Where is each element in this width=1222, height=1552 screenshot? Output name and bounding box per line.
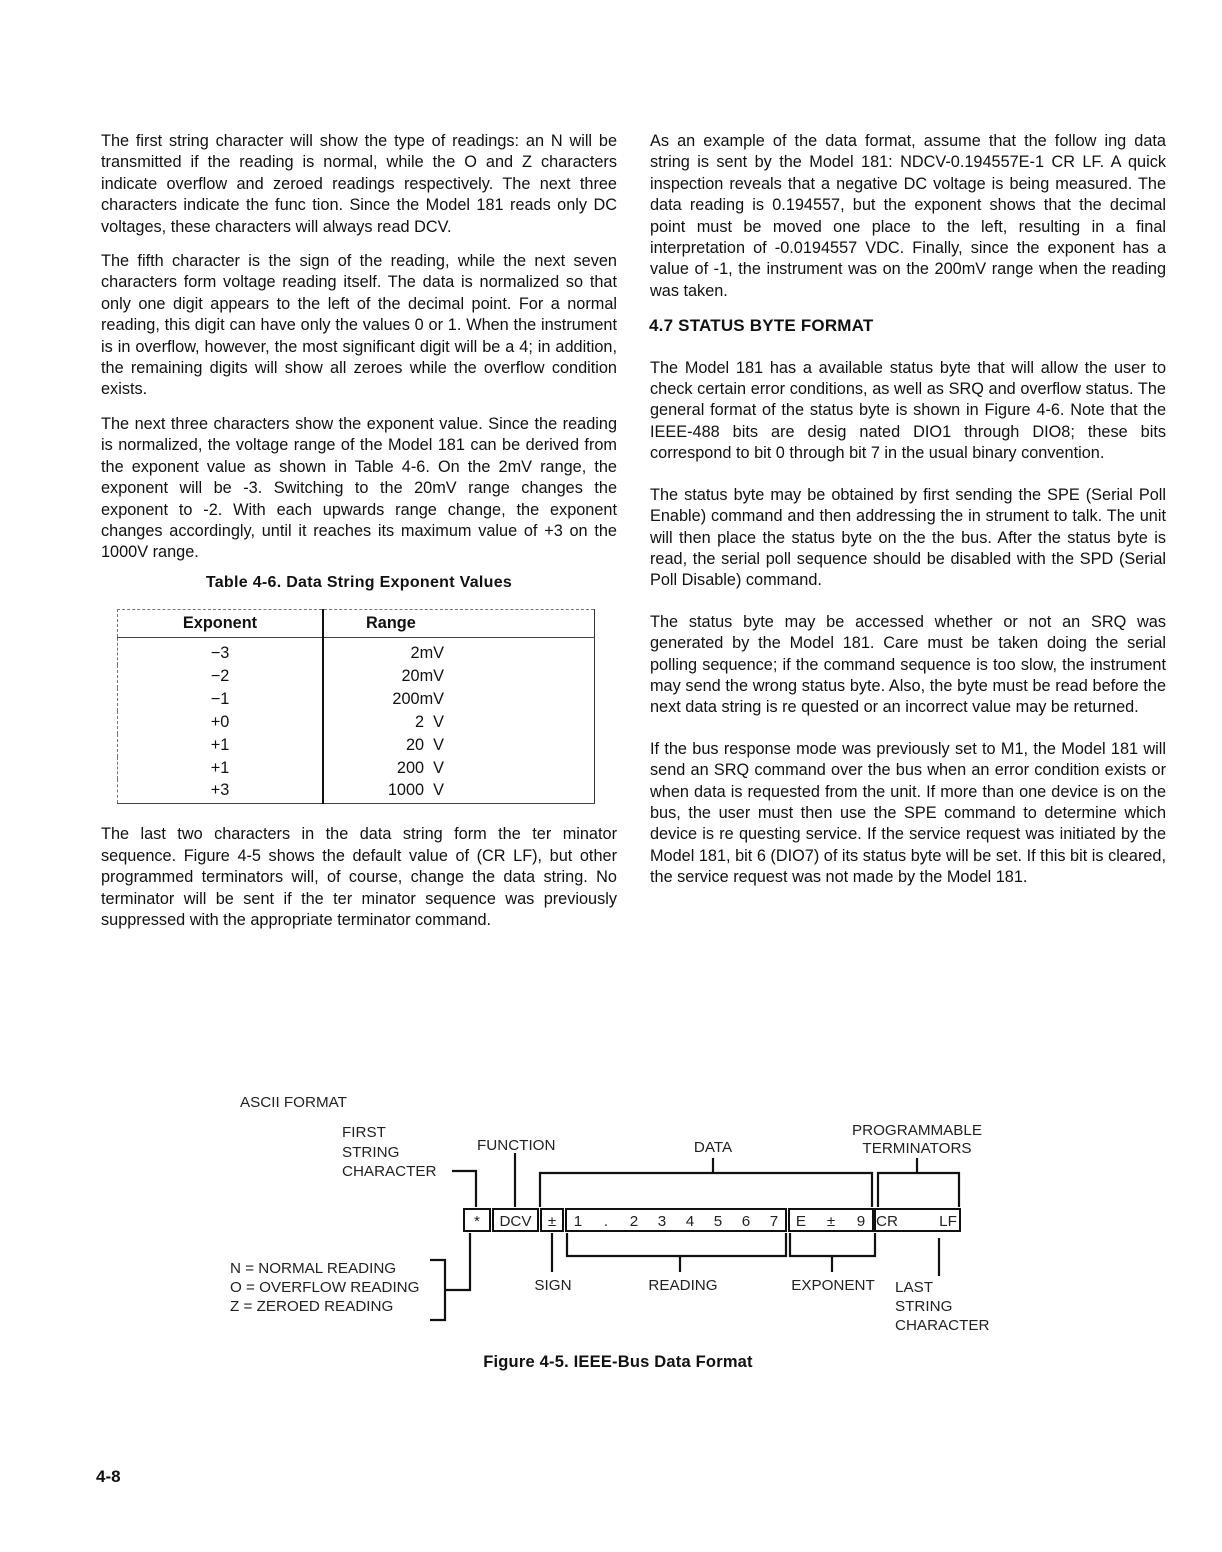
data-string-char: ±	[547, 1213, 557, 1230]
reading-label: READING	[648, 1277, 718, 1294]
range-value: 20 V	[405, 735, 444, 754]
paragraph-sign-and-reading: The fifth character is the sign of the reading, while the next seven characters form voltage reading itself. The data is normalized so that only one digit appears to the left of the decimal point. For a normal reading, this digit can have only the values 0 or 1. When the instrument is in overflow, however, the most significant digit will be a 4; in addition, the remaining digits will show all zeroes while the overflow condition exists.	[101, 252, 617, 399]
paragraph-first-string-character: The first string character will show the type of readings: an N will be transmitted if the reading is normal, while the O and Z characters indicate overflow and zeroed readings respectively. The next three characters indicate the func tion. Since the Model 181 reads only DC voltages, these characters will always read DCV.	[101, 132, 617, 236]
terminator-bracket-line	[878, 1173, 959, 1207]
first-string-character-label: CHARACTER	[342, 1163, 437, 1180]
range-value: 2mV	[410, 644, 444, 663]
section-heading-status-byte: 4.7 STATUS BYTE FORMAT	[649, 316, 874, 336]
legend-bracket-line	[430, 1260, 445, 1320]
exponent-label: EXPONENT	[791, 1277, 875, 1294]
table-row	[118, 711, 595, 734]
table-row	[118, 688, 595, 711]
paragraph-terminator: The last two characters in the data string form the ter minator sequence. Figure 4-5 shows the default value of (CR LF), but other programmed terminators will, of course, change the data string. No terminator will be sent if the ter minator sequence was previously suppressed with the appropriate terminator command.	[101, 825, 617, 929]
last-string-character-label: STRING	[895, 1298, 953, 1315]
range-cell	[323, 779, 595, 803]
data-format-figure	[0, 1080, 1222, 1400]
exponent-bracket-line	[790, 1233, 875, 1256]
function-label: FUNCTION	[477, 1137, 556, 1154]
data-string-char: 1	[573, 1213, 583, 1230]
reading-type-legend-item: N = NORMAL READING	[230, 1260, 397, 1277]
sign-label: SIGN	[534, 1277, 572, 1294]
left-column	[101, 131, 617, 946]
data-string-char: 9	[856, 1213, 866, 1230]
data-string-char: 2	[629, 1213, 639, 1230]
paragraph-example: As an example of the data format, assume that the follow ing data string is sent by the Model 181: NDCV-0.194557E-1 CR LF. A quick inspection reveals that a negative DC voltage is being measured. The data reading is 0.194557, but the exponent shows that the decimal point must be moved one place to the left, resulting in a final interpretation of -0.0194557 VDC. Finally, since the exponent has a value of -1, the instrument was on the 200mV range when the reading was taken.	[650, 132, 1166, 300]
column-header-range: Range	[323, 610, 595, 638]
data-string-char: 7	[769, 1213, 779, 1230]
range-value: 20mV	[401, 666, 444, 685]
exponent-cell: +1	[118, 757, 324, 780]
exponent-cell: −3	[118, 638, 324, 665]
data-string-char: DCV	[499, 1213, 532, 1230]
range-value: 200 V	[396, 758, 444, 777]
data-string-char: 3	[657, 1213, 667, 1230]
table-row	[118, 779, 595, 803]
ascii-format-label: ASCII FORMAT	[240, 1094, 347, 1111]
last-string-character-label: LAST	[895, 1279, 933, 1296]
right-column	[650, 131, 1166, 904]
exponent-cell: −2	[118, 665, 324, 688]
data-string-char: 6	[741, 1213, 751, 1230]
table-header-row	[118, 610, 595, 638]
reading-bracket-line	[567, 1233, 786, 1256]
data-bracket-line	[540, 1173, 872, 1207]
column-header-exponent: Exponent	[118, 610, 324, 638]
paragraph-serial-poll: The status byte may be obtained by first sending the SPE (Serial Poll Enable) command and then addressing the in strument to talk. The unit will then place the status byte on the the bus. After the status byte is read, the serial poll sequence should be disabled with the SPD (Serial Poll Disable) command.	[650, 485, 1166, 590]
first-string-character-label: STRING	[342, 1144, 400, 1161]
paragraph-srq-mode: If the bus response mode was previously set to M1, the Model 181 will send an SRQ command over the bus when an error condition exists or when data is requested from the unit. If more than one device is on the bus, the user must then use the SPE command to determine which device is re questing service. If the service request was initiated by the Model 181, bit 6 (DIO7) of its status byte will be set. If this bit is cleared, the service request was not made by the Model 181.	[650, 739, 1166, 887]
page-number: 4-8	[96, 1467, 121, 1486]
data-string-char: *	[474, 1213, 480, 1230]
programmable-terminators-label: TERMINATORS	[862, 1140, 972, 1157]
range-cell	[323, 638, 595, 665]
table-title: Table 4-6. Data String Exponent Values	[205, 573, 513, 591]
paragraph-status-access: The status byte may be accessed whether or not an SRQ was generated by the Model 181. Care must be taken doing the serial polling sequence; if the command sequence is too slow, the instrument may send the wrong status byte. Also, the byte must be read before the next data string is re quested or an incorrect value may be returned.	[650, 612, 1166, 717]
table-row	[118, 638, 595, 665]
data-string-char: LF	[939, 1213, 957, 1230]
exponent-cell: +0	[118, 711, 324, 734]
data-string-char: E	[795, 1213, 807, 1230]
figure-caption: Figure 4-5. IEEE-Bus Data Format	[483, 1353, 753, 1371]
range-value: 1000 V	[387, 781, 444, 800]
exponent-cell: +1	[118, 734, 324, 757]
data-string-char: ±	[826, 1213, 836, 1230]
figure-connector-lines	[430, 1153, 959, 1320]
paragraph-status-byte-intro: The Model 181 has a available status byte that will allow the user to check certain error conditions, as well as SRQ and overflow status. The general format of the status byte is shown in Figure 4-6. Note that the IEEE-488 bits are desig nated DIO1 through DIO8; these bits correspond to bit 0 through bit 7 in the usual binary convention.	[650, 358, 1166, 463]
data-string-char: 5	[713, 1213, 723, 1230]
exponent-cell: +3	[118, 779, 324, 803]
range-cell	[323, 711, 595, 734]
table-body	[118, 638, 595, 804]
range-cell	[323, 688, 595, 711]
range-cell	[323, 665, 595, 688]
paragraph-exponent: The next three characters show the exponent value. Since the reading is normalized, the voltage range of the Model 181 can be derived from the exponent value as shown in Table 4-6. On the 2mV range, the exponent will be -3. Switching to the 20mV range changes the exponent to -2. With each upwards range change, the exponent changes accordingly, until it reaches its maximum value of +3 on the 1000V range.	[101, 414, 617, 562]
first-char-leader-line	[452, 1171, 476, 1207]
legend-leader-line	[445, 1233, 470, 1290]
reading-cell	[566, 1209, 786, 1231]
data-string-char: CR	[876, 1213, 898, 1230]
table-row	[118, 757, 595, 780]
range-cell	[323, 734, 595, 757]
range-value: 200mV	[392, 689, 444, 708]
reading-type-legend-item: Z = ZEROED READING	[230, 1298, 394, 1315]
data-string-char: 4	[685, 1213, 695, 1230]
table-row	[118, 734, 595, 757]
exponent-table	[117, 609, 595, 804]
reading-type-legend-item: O = OVERFLOW READING	[230, 1279, 420, 1296]
range-value: 2 V	[415, 712, 444, 731]
exponent-cell: −1	[118, 688, 324, 711]
first-string-character-label: FIRST	[342, 1124, 386, 1141]
programmable-terminators-label: PROGRAMMABLE	[852, 1122, 982, 1139]
last-string-character-label: CHARACTER	[895, 1317, 990, 1334]
data-string-boxes	[464, 1209, 960, 1231]
table-row	[118, 665, 595, 688]
data-string-char: .	[603, 1213, 609, 1230]
range-cell	[323, 757, 595, 780]
data-label: DATA	[693, 1139, 733, 1156]
